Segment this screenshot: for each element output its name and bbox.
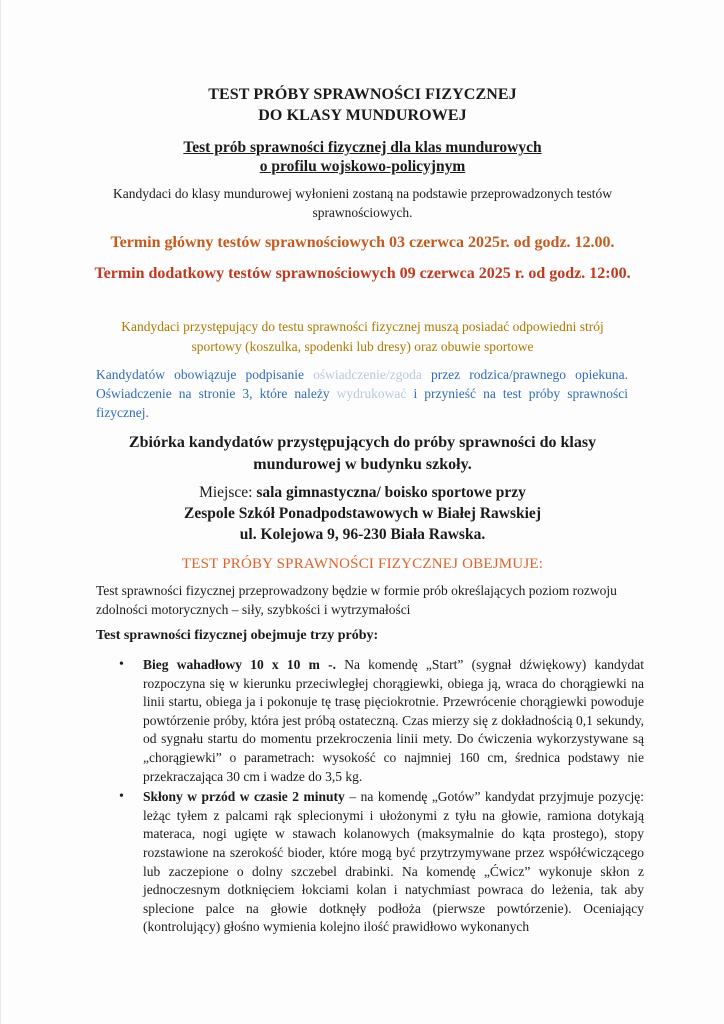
trial-description: – na komendę „Gotów” kandydat przyjmuje pozycję: leżąc tyłem z palcami rąk splecionymi i ułożonymi z tyłu na głowie, ramiona dotykają materaca, nogi ugięte w stawach kolanowych (maksymalnie do kąta prostego), stopy rozstawione na szerokość bioder, które mogą być przytrzymywane przez współćwiczącego lub zaczepione o dolny szczebel drabinki. Na komendę „Ćwicz” wykonuje skłon z jednoczesnym dotknięciem łokciami kolan i natychmiast powraca do leżenia, tak aby splecione palce na głowie dotknęły podłoża (pierwsze powtórzenie). Oceniający (kontrolujący) głośno wymienia kolejno ilość prawidłowo wykonanych: [143, 789, 645, 935]
place-label: Miejsce:: [199, 484, 257, 501]
trial-name: Bieg wahadłowy 10 x 10 m -.: [143, 657, 336, 672]
declaration-part-3: i przynieść na test próby sprawności fizycznej.: [96, 386, 628, 420]
place-line-3: [96, 524, 629, 545]
title-line-2: DO KLASY MUNDUROWEJ: [258, 107, 467, 124]
place-venue: sala gimnastyczna/ boisko sportowe przy: [256, 484, 526, 501]
declaration-paragraph: [96, 365, 628, 422]
three-trials-heading: Test sprawności fizycznej obejmuje trzy próby:: [96, 628, 379, 643]
subtitle-line-2: o profilu wojskowo-policyjnym: [259, 158, 466, 175]
place-address: ul. Kolejowa 9, 96-230 Biała Rawska.: [239, 526, 486, 543]
place-info: [96, 482, 629, 545]
trial-name: Skłony w przód w czasie 2 minuty: [143, 789, 345, 805]
declaration-faint-2: wydrukować: [336, 386, 407, 401]
attire-requirement: Kandydaci przystępujący do testu sprawności fizycznej muszą posiadać odpowiedni strój sportowy (koszulka, spodenki lub dresy) oraz obuwie sportowe: [121, 319, 604, 354]
list-item: [119, 788, 644, 937]
intro-paragraph: Kandydaci do klasy mundurowej wyłonieni zostaną na podstawie przeprowadzonych testów sprawnościowych.: [113, 186, 612, 220]
additional-test-date: Termin dodatkowy testów sprawnościowych 09 czerwca 2025 r. od godz. 12:00.: [94, 265, 631, 282]
place-school: Zespole Szkół Ponadpodstawowych w Białej Rawskiej: [184, 505, 541, 522]
place-line-2: [96, 503, 629, 524]
place-line-1: [96, 482, 629, 503]
bullet-icon: •: [119, 789, 124, 805]
list-item: [119, 656, 644, 786]
trials-list: [119, 656, 644, 939]
declaration-part-1: Kandydatów obowiązuje podpisanie: [96, 367, 314, 382]
bullet-icon: •: [119, 657, 124, 672]
main-test-date: Termin główny testów sprawnościowych 03 czerwca 2025r. od godz. 12.00.: [110, 234, 615, 251]
section-title: TEST PRÓBY SPRAWNOŚCI FIZYCZNEJ OBEJMUJE:: [181, 556, 544, 572]
subtitle-line-1: Test prób sprawności fizycznej dla klas mundurowych: [183, 139, 542, 156]
document-title: [1, 84, 724, 126]
title-line-1: TEST PRÓBY SPRAWNOŚCI FIZYCZNEJ: [208, 86, 517, 103]
document-subtitle: [1, 138, 724, 176]
test-intro-paragraph: Test sprawności fizycznej przeprowadzony będzie w formie prób określających poziom rozwoju zdolności motorycznych – siły, szybkości i wytrzymałości: [96, 583, 617, 617]
declaration-faint-1: oświadczenie/zgoda: [313, 367, 422, 382]
declaration-part-2: przez rodzica/prawnego opiekuna. Oświadczenie na stronie 3, które należy: [96, 367, 628, 401]
trial-description: Na komendę „Start” (sygnał dźwiękowy) kandydat rozpoczyna się w kierunku przeciwległej chorągiewki, obiega ją, wraca do chorągiewki na linii startu, obiega ja i pokonuje tę trasę pięciokrotnie. Przewrócenie chorągiewki powoduje powtórzenie próby, która jest próbą ostateczną. Czas mierzy się z dokładnością 0,1 sekundy, od sygnału startu do momentu przekroczenia linii mety. Do ćwiczenia wykorzystywane są „chorągiewki” o parametrach: wysokość co najmniej 160 cm, średnica podstawy nie przekraczająca 30 cm i wadze do 3,5 kg.: [143, 657, 644, 784]
gathering-info: Zbiórka kandydatów przystępujących do próby sprawności do klasy mundurowej w budynku szkoły.: [128, 434, 597, 473]
